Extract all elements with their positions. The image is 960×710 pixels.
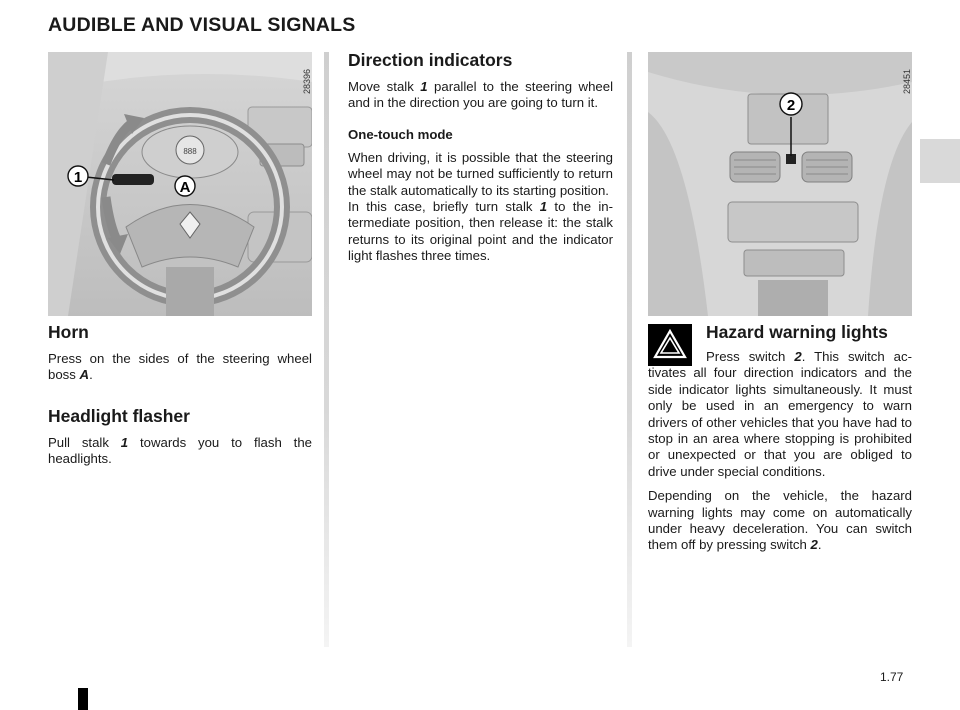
horn-heading: Horn xyxy=(48,322,89,342)
one-touch-mode-heading: One-touch mode xyxy=(348,126,453,142)
left-text-column xyxy=(48,322,312,468)
headlight-flasher-text: Pull stalk 1 towards you to flash the headlights. xyxy=(48,434,312,467)
figure-code-left: 28396 xyxy=(302,68,312,94)
reference-label: 1 xyxy=(420,79,428,94)
reference-label: 1 xyxy=(539,199,548,215)
hazard-automatic-text: Depending on the vehicle, the hazard warning lights may come on automatically under heavy deceleration. You can switch them off by pressing switch 2. xyxy=(648,488,912,553)
middle-text-column xyxy=(348,50,613,265)
reference-label: 1 xyxy=(120,434,129,450)
reference-label: A xyxy=(79,367,90,383)
headlight-flasher-heading: Headlight flasher xyxy=(48,405,190,426)
hazard-warning-text: Press switch 2. This switch activates all four direction indicators and the side indicator lights simultaneously. It must only be used in an emergency to warn drivers of other vehicles that you have had to stop in an area where stopping is prohibited or unexpected or that you are obliged to drive under special conditions. xyxy=(648,349,912,479)
direction-indicators-text: Move stalk 1 parallel to the steering wheel and in the direction you are going to turn it. xyxy=(348,79,613,111)
steering-wheel-drawing xyxy=(48,52,312,316)
column-divider-left xyxy=(324,52,329,647)
one-touch-mode-instructions: In this case, briefly turn stalk 1 to the intermediate position, then release it: the stalk returns to its original point and the indicator light flashes three times. xyxy=(348,199,613,264)
page-number: 1.77 xyxy=(880,670,904,684)
steering-wheel-illustration xyxy=(48,52,312,316)
one-touch-mode-text: When driving, it is possible that the steering wheel may not be turned sufficiently to return the stalk automatically to its starting position. xyxy=(348,149,613,198)
reference-label: 2 xyxy=(810,537,818,553)
page-title: AUDIBLE AND VISUAL SIGNALS xyxy=(48,14,356,36)
crop-mark xyxy=(78,688,88,710)
callout-label-2: 2 xyxy=(786,97,796,114)
figure-code-right: 28451 xyxy=(902,68,912,94)
direction-indicators-heading: Direction indicators xyxy=(348,50,513,70)
dial-readout: 888 xyxy=(183,147,197,156)
column-divider-right xyxy=(627,52,632,647)
dashboard-drawing xyxy=(648,52,912,316)
callout-label-1: 1 xyxy=(73,169,83,186)
hazard-warning-heading: Hazard warning lights xyxy=(706,322,888,342)
horn-text: Press on the sides of the steering wheel boss A. xyxy=(48,351,312,383)
callout-label-a: A xyxy=(179,179,191,196)
chapter-tab xyxy=(920,139,960,183)
right-text-column xyxy=(648,322,912,554)
dashboard-illustration xyxy=(648,52,912,316)
reference-label: 2 xyxy=(794,349,802,364)
